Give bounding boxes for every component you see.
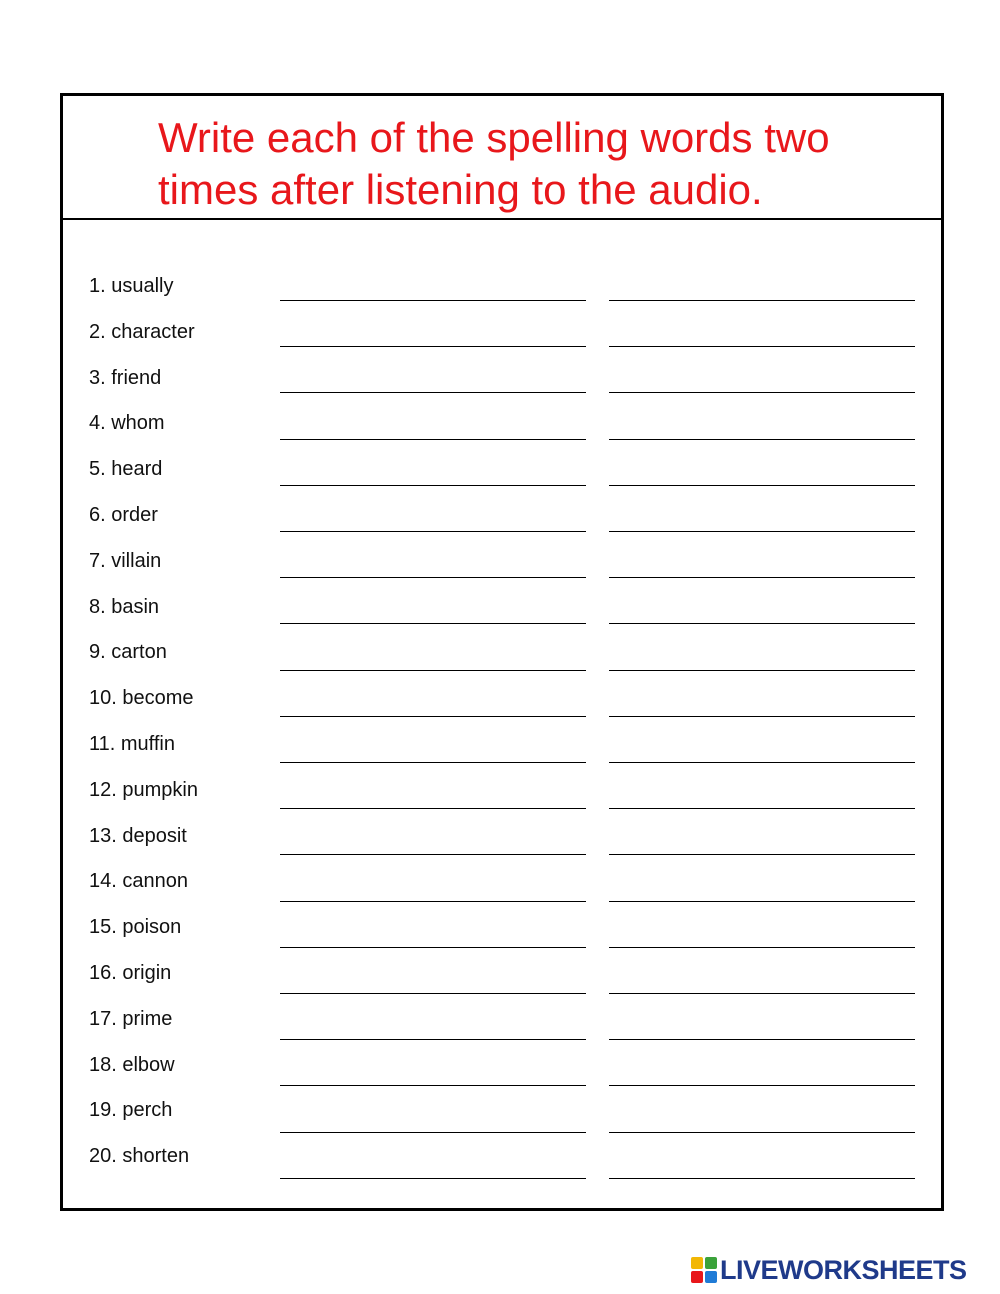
answer-line-1[interactable]: [280, 762, 586, 763]
spelling-word: 6. order: [89, 504, 158, 526]
answer-line-1[interactable]: [280, 901, 586, 902]
answer-line-2[interactable]: [609, 531, 915, 532]
answer-line-2[interactable]: [609, 762, 915, 763]
instructions-title: [158, 112, 918, 216]
answer-line-1[interactable]: [280, 808, 586, 809]
spelling-word: 8. basin: [89, 595, 160, 618]
answer-line-1[interactable]: [280, 716, 586, 717]
answer-line-1[interactable]: [280, 439, 586, 440]
answer-line-2[interactable]: [609, 623, 915, 624]
answer-line-1[interactable]: [280, 854, 586, 855]
spelling-word: 5. heard: [89, 458, 163, 481]
spelling-word: 19. perch: [89, 1099, 173, 1122]
spelling-word: 4. whom: [89, 412, 165, 435]
answer-line-2[interactable]: [609, 947, 915, 948]
logo-text: LIVEWORKSHEETS: [720, 1254, 967, 1285]
answer-line-2[interactable]: [609, 1085, 915, 1086]
answer-line-2[interactable]: [609, 439, 915, 440]
instructions-line-1: Write each of the spelling words two: [158, 114, 830, 161]
answer-line-2[interactable]: [609, 1039, 915, 1040]
answer-line-1[interactable]: [280, 392, 586, 393]
spelling-word: 1. usually: [89, 275, 174, 297]
answer-line-1[interactable]: [280, 670, 586, 671]
answer-line-2[interactable]: [609, 1178, 915, 1179]
instructions-header: [63, 96, 941, 220]
spelling-word: 3. friend: [89, 366, 162, 389]
spelling-word: 14. cannon: [89, 870, 188, 893]
answer-line-2[interactable]: [609, 485, 915, 486]
spelling-word: 11. muffin: [89, 733, 175, 755]
spelling-word: 20. shorten: [89, 1145, 190, 1168]
spelling-word: 16. origin: [89, 962, 172, 984]
spelling-word: 15. poison: [89, 916, 182, 939]
spelling-word: 13. deposit: [89, 824, 187, 847]
answer-line-2[interactable]: [609, 346, 915, 347]
answer-line-1[interactable]: [280, 993, 586, 994]
answer-line-2[interactable]: [609, 670, 915, 671]
answer-line-2[interactable]: [609, 577, 915, 578]
spelling-word: 17. prime: [89, 1007, 173, 1030]
spelling-word: 18. elbow: [89, 1053, 175, 1076]
answer-line-2[interactable]: [609, 392, 915, 393]
spelling-word: 12. pumpkin: [89, 778, 198, 801]
answer-line-2[interactable]: [609, 901, 915, 902]
spelling-word: 2. character: [89, 320, 195, 343]
spelling-word: 10. become: [89, 687, 194, 710]
answer-line-1[interactable]: [280, 623, 586, 624]
answer-line-1[interactable]: [280, 346, 586, 347]
answer-line-2[interactable]: [609, 808, 915, 809]
answer-line-1[interactable]: [280, 485, 586, 486]
spelling-word: 9. carton: [89, 641, 167, 664]
answer-line-2[interactable]: [609, 716, 915, 717]
answer-line-1[interactable]: [280, 300, 586, 301]
answer-line-1[interactable]: [280, 947, 586, 948]
logo-mark-icon: [691, 1257, 717, 1283]
worksheet-frame: [60, 93, 944, 1211]
spelling-word: 7. villain: [89, 549, 162, 572]
answer-line-2[interactable]: [609, 300, 915, 301]
answer-line-1[interactable]: [280, 531, 586, 532]
answer-line-1[interactable]: [280, 1132, 586, 1133]
liveworksheets-logo: [691, 1255, 967, 1285]
answer-line-2[interactable]: [609, 1132, 915, 1133]
answer-line-1[interactable]: [280, 1039, 586, 1040]
answer-line-2[interactable]: [609, 854, 915, 855]
answer-line-1[interactable]: [280, 1085, 586, 1086]
answer-line-2[interactable]: [609, 993, 915, 994]
instructions-line-2: times after listening to the audio.: [158, 166, 763, 213]
answer-line-1[interactable]: [280, 1178, 586, 1179]
answer-line-1[interactable]: [280, 577, 586, 578]
